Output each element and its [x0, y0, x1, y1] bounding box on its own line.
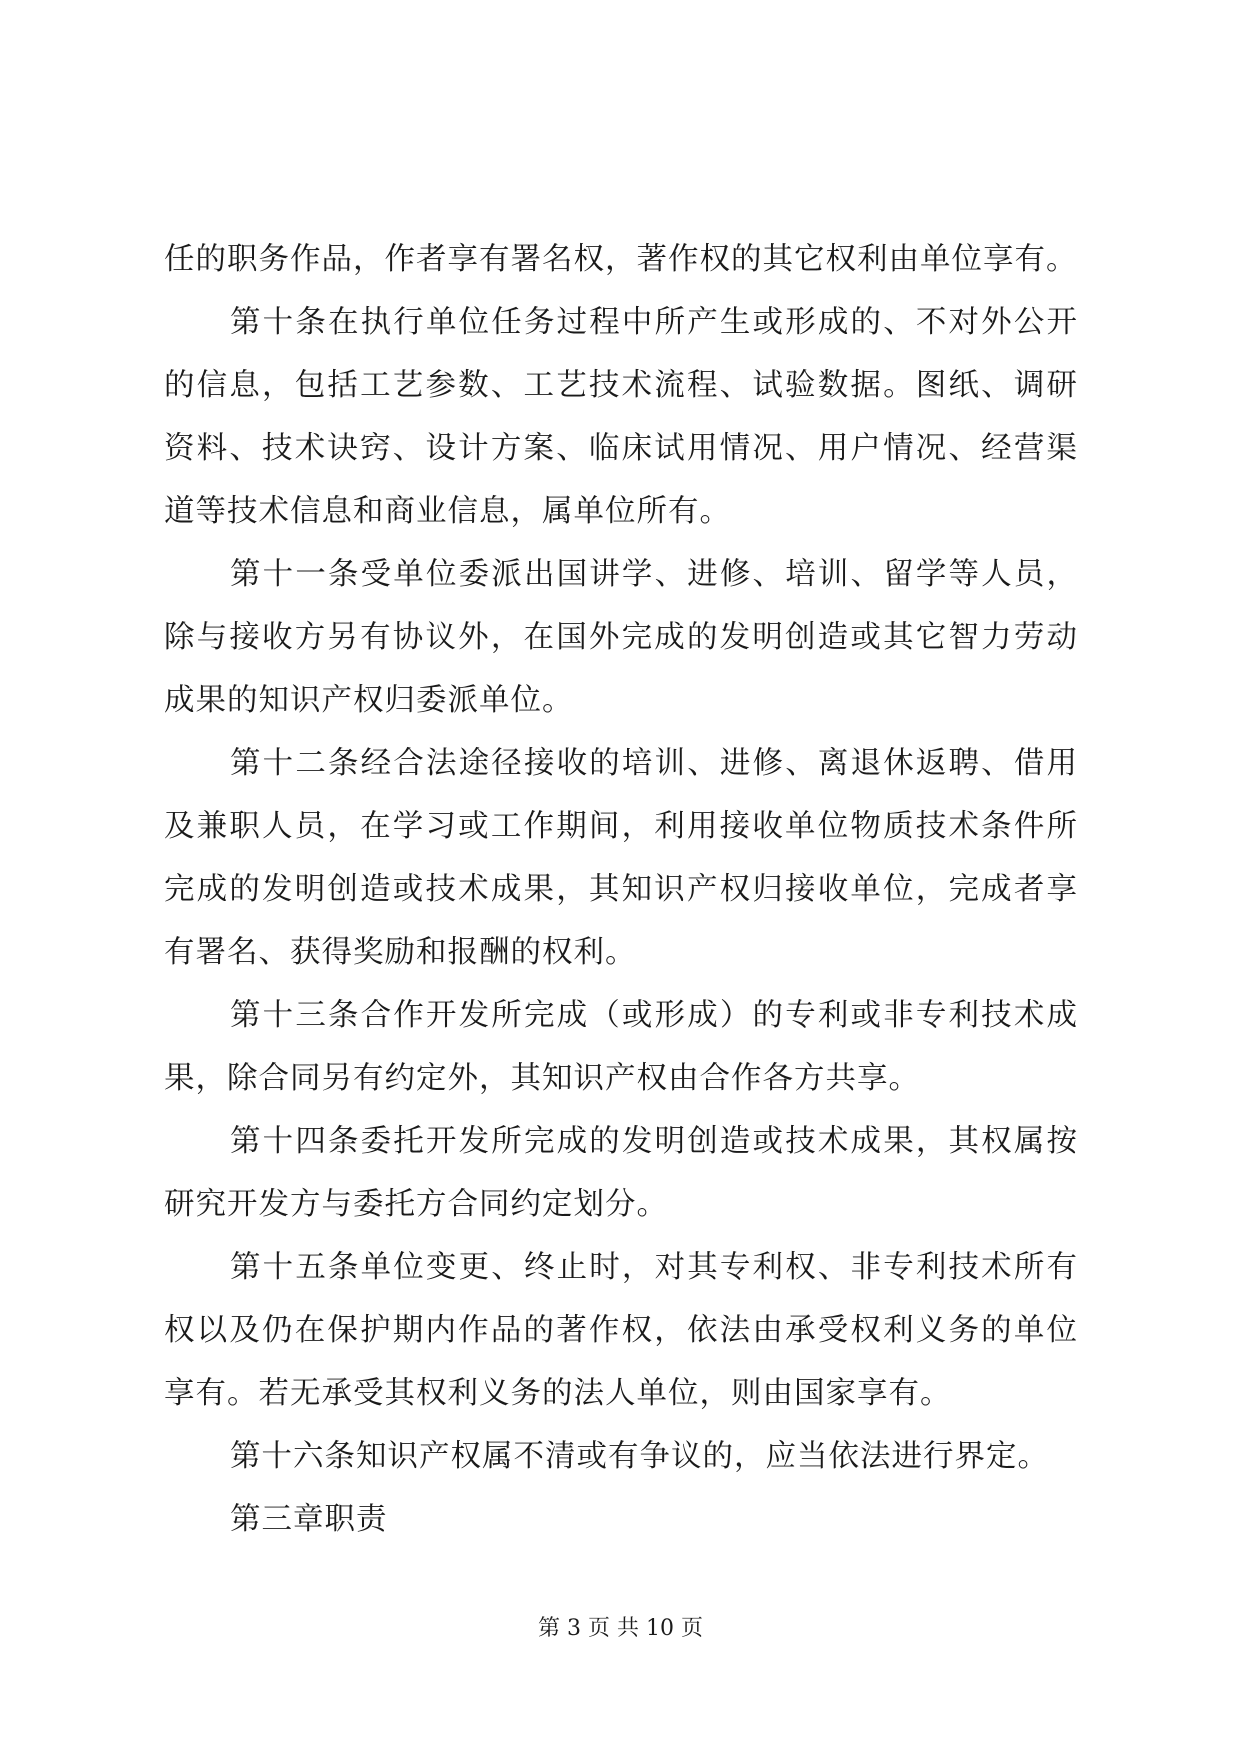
text-line: 道等技术信息和商业信息，属单位所有。 [164, 494, 731, 529]
text-line: 除与接收方另有协议外，在国外完成的发明创造或其它智力劳动 [164, 620, 1078, 655]
text-line: 果，除合同另有约定外，其知识产权由合作各方共享。 [164, 1061, 920, 1096]
text-line: 完成的发明创造或技术成果，其知识产权归接收单位，完成者享 [164, 872, 1078, 907]
text-line: 第十四条委托开发所完成的发明创造或技术成果，其权属按 [230, 1124, 1078, 1159]
text-line: 第十五条单位变更、终止时，对其专利权、非专利技术所有 [230, 1250, 1078, 1285]
paragraph [164, 1236, 1078, 1425]
text-line: 有署名、获得奖励和报酬的权利。 [164, 935, 637, 970]
paragraph [164, 984, 1078, 1110]
text-line: 资料、技术诀窍、设计方案、临床试用情况、用户情况、经营渠 [164, 431, 1078, 466]
text-line: 研究开发方与委托方合同约定划分。 [164, 1187, 668, 1222]
text-line: 第三章职责 [230, 1502, 388, 1537]
page-footer: 第 3 页 共 10 页 [538, 1616, 703, 1641]
text-line: 第十二条经合法途径接收的培训、进修、离退休返聘、借用 [230, 746, 1078, 781]
document-body [164, 228, 1078, 1551]
text-line: 及兼职人员，在学习或工作期间，利用接收单位物质技术条件所 [164, 809, 1078, 844]
paragraph [164, 228, 1078, 291]
text-line: 第十一条受单位委派出国讲学、进修、培训、留学等人员， [230, 557, 1078, 592]
text-line: 第十条在执行单位任务过程中所产生或形成的、不对外公开 [230, 305, 1078, 340]
paragraph [164, 1488, 1078, 1551]
paragraph [164, 543, 1078, 732]
paragraph [164, 732, 1078, 984]
paragraph [164, 1425, 1078, 1488]
text-line: 的信息，包括工艺参数、工艺技术流程、试验数据。图纸、调研 [164, 368, 1078, 403]
text-line: 第十三条合作开发所完成（或形成）的专利或非专利技术成 [230, 998, 1078, 1033]
text-line: 权以及仍在保护期内作品的著作权，依法由承受权利义务的单位 [164, 1313, 1078, 1348]
paragraph [164, 291, 1078, 543]
text-line: 第十六条知识产权属不清或有争议的，应当依法进行界定。 [230, 1439, 1049, 1474]
text-line: 享有。若无承受其权利义务的法人单位，则由国家享有。 [164, 1376, 952, 1411]
paragraph [164, 1110, 1078, 1236]
text-line: 任的职务作品，作者享有署名权，著作权的其它权利由单位享有。 [164, 242, 1078, 277]
text-line: 成果的知识产权归委派单位。 [164, 683, 574, 718]
